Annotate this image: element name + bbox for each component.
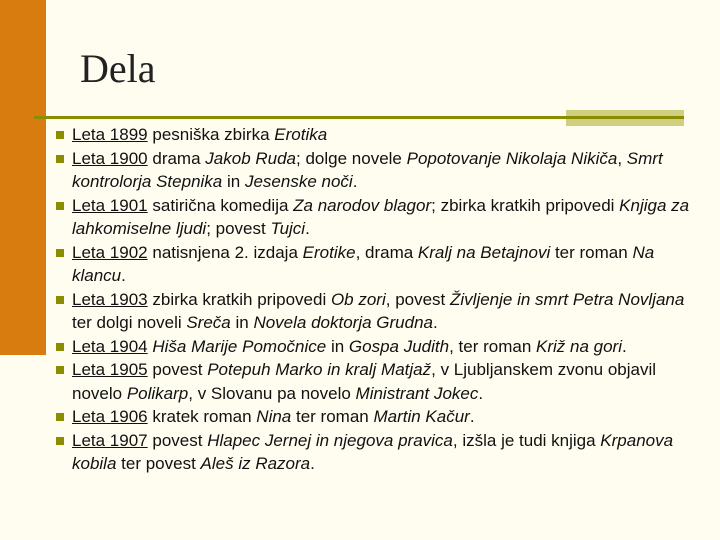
work-title: Aleš iz Razora xyxy=(200,454,311,473)
item-text: ; zbirka kratkih pripovedi xyxy=(431,195,620,215)
work-title: Jesenske noči xyxy=(244,172,353,191)
work-title: Življenje in smrt Petra Novljana xyxy=(450,289,685,309)
item-text: . xyxy=(310,454,315,473)
work-title: Ministrant Jokec xyxy=(355,383,479,403)
work-title: Erotika xyxy=(274,125,328,144)
item-text: , povest xyxy=(385,289,451,309)
item-text: . xyxy=(352,172,358,191)
year-label: Leta 1899 xyxy=(72,125,148,144)
work-title: Kralj na Betajnovi xyxy=(417,242,551,262)
square-bullet-icon xyxy=(56,131,64,139)
item-text: . xyxy=(121,266,126,285)
item-text: , v Ljubljanskem zvonu objavil novelo xyxy=(72,360,657,403)
work-title: Tujci xyxy=(270,219,306,238)
item-text: , ter roman xyxy=(449,336,537,356)
work-title: Ob zori xyxy=(330,289,386,309)
year-label: Leta 1907 xyxy=(72,430,148,450)
list-item xyxy=(52,335,702,359)
work-title: Martin Kačur xyxy=(373,407,470,426)
year-label: Leta 1901 xyxy=(72,195,148,215)
works-list xyxy=(52,123,702,476)
work-title: Hiša Marije Pomočnice xyxy=(152,336,327,356)
list-item xyxy=(52,288,702,335)
list-item xyxy=(52,429,702,476)
work-title: Sreča xyxy=(186,313,231,332)
list-item xyxy=(52,405,702,429)
work-title: Popotovanje Nikolaja Nikiča xyxy=(406,148,618,168)
item-text: . xyxy=(469,407,475,426)
work-title: Gospa Judith xyxy=(348,336,450,356)
square-bullet-icon xyxy=(56,155,64,163)
work-title: Nina xyxy=(256,407,292,426)
item-text: in xyxy=(230,313,254,332)
item-text: ter roman xyxy=(291,407,374,426)
year-label: Leta 1905 xyxy=(72,360,148,379)
list-item xyxy=(52,147,702,194)
list-item xyxy=(52,358,702,405)
item-text: , izšla je tudi knjiga xyxy=(452,430,601,450)
item-text: . xyxy=(305,219,310,238)
item-text: kratek roman xyxy=(147,407,257,426)
square-bullet-icon xyxy=(56,437,64,445)
item-text: ter dolgi noveli xyxy=(72,313,187,332)
item-text: natisnjena 2. izdaja xyxy=(147,242,303,262)
slide-title: Dela xyxy=(80,46,156,91)
item-text: povest xyxy=(147,430,208,450)
item-text: drama xyxy=(147,148,206,168)
item-text: povest xyxy=(147,360,208,379)
work-title: Za narodov blagor xyxy=(293,195,432,215)
square-bullet-icon xyxy=(56,343,64,351)
square-bullet-icon xyxy=(56,202,64,210)
work-title: Polikarp xyxy=(126,383,189,403)
item-text: . xyxy=(622,336,627,356)
item-text: . xyxy=(433,313,438,332)
work-title: Jakob Ruda xyxy=(205,148,297,168)
item-text: , v Slovanu pa novelo xyxy=(188,383,356,403)
square-bullet-icon xyxy=(56,249,64,257)
item-text: ter povest xyxy=(116,454,201,473)
item-text: , drama xyxy=(355,242,418,262)
square-bullet-icon xyxy=(56,296,64,304)
side-accent-bar xyxy=(0,0,46,355)
work-title: Potepuh Marko in kralj Matjaž xyxy=(207,360,432,379)
title-rule xyxy=(34,116,684,119)
item-text: zbirka kratkih pripovedi xyxy=(147,289,331,309)
year-label: Leta 1900 xyxy=(72,148,148,168)
work-title: Hlapec Jernej in njegova pravica xyxy=(207,430,453,450)
work-title: Smrt kontrolorja Stepnika xyxy=(72,148,663,191)
list-item xyxy=(52,123,702,147)
item-text: in xyxy=(222,172,245,191)
list-item xyxy=(52,194,702,241)
year-label: Leta 1904 xyxy=(72,336,148,356)
work-title: Križ na gori xyxy=(536,336,622,356)
item-text: satirična komedija xyxy=(147,195,294,215)
work-title: Erotike xyxy=(302,242,356,262)
year-label: Leta 1906 xyxy=(72,407,148,426)
year-label: Leta 1903 xyxy=(72,289,148,309)
item-text: ter roman xyxy=(550,242,633,262)
square-bullet-icon xyxy=(56,413,64,421)
item-text: . xyxy=(478,383,484,403)
item-text: in xyxy=(326,336,349,356)
item-text: ; povest xyxy=(206,219,271,238)
work-title: Krpanova kobila xyxy=(72,430,674,473)
item-text: pesniška zbirka xyxy=(147,125,275,144)
item-text: ; dolge novele xyxy=(296,148,407,168)
work-title: Na klancu xyxy=(72,242,655,285)
list-item xyxy=(52,241,702,288)
work-title: Knjiga za lahkomiselne ljudi xyxy=(72,195,690,238)
item-text: , xyxy=(617,148,627,168)
square-bullet-icon xyxy=(56,366,64,374)
work-title: Novela doktorja Grudna xyxy=(253,313,433,332)
year-label: Leta 1902 xyxy=(72,242,148,262)
